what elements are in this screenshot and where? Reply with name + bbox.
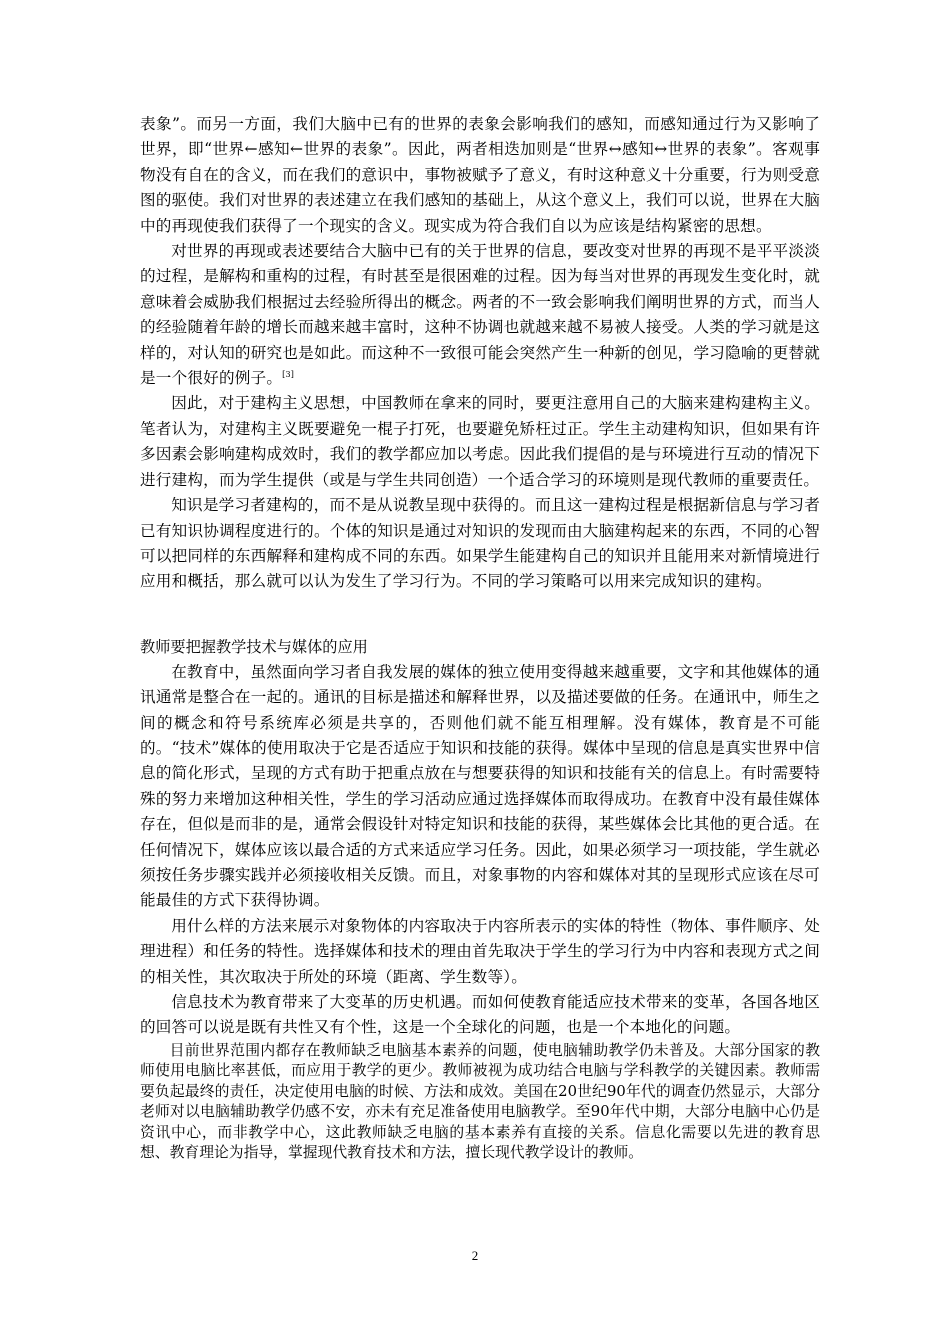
paragraph-2-text: 对世界的再现或表述要结合大脑中已有的关于世界的信息，要改变对世界的再现不是平平淡淡的过程，是解构和重构的过程，有时甚至是很困难的过程。因为每当对世界的再现发生变化时，就意味着会威胁我们根据过去经验所得出的概念。两者的不一致会影响我们阐明世界的方式，而当人的经验随着年龄的增长而越来越丰富时，这种不协调也就越来越不易被人接受。人类的学习就是这样的，对认知的研究也是如此。而这种不一致很可能会突然产生一种新的创见，学习隐喻的更替就是一个很好的例子。: [140, 242, 820, 388]
paragraph-6: 用什么样的方法来展示对象物体的内容取决于内容所表示的实体的特性（物体、事件顺序、处理进程）和任务的特性。选择媒体和技术的理由首先取决于学生的学习行为中内容和表现方式之间的相关性，其次取决于所处的环境（距离、学生数等）。: [140, 916, 820, 986]
paragraph-3: 因此，对于建构主义思想，中国教师在拿来的同时，要更注意用自己的大脑来建构建构主义。笔者认为，对建构主义既要避免一棍子打死，也要避免矫枉过正。学生主动建构知识，但如果有许多因素会影响建构成效时，我们的教学都应加以考虑。因此我们提倡的是与环境进行互动的情况下进行建构，而为学生提供（或是与学生共同创造）一个适合学习的环境则是现代教师的重要责任。: [140, 394, 820, 489]
page-number: 2: [471, 1248, 479, 1263]
paragraph-2: [140, 239, 820, 391]
document-body: [140, 112, 820, 1164]
citation-ref: [3]: [282, 370, 295, 380]
paragraph-8: 目前世界范围内都存在教师缺乏电脑基本素养的问题，使电脑辅助教学仍未普及。大部分国家的教师使用电脑比率甚低，而应用于教学的更少。教师被视为成功结合电脑与学科教学的关键因素。教师需要负起最终的责任，决定使用电脑的时候、方法和成效。美国在20世纪90年代的调查仍然显示，大部分老师对以电脑辅助教学仍感不安，亦未有充足准备使用电脑教学。至90年代中期，大部分电脑中心仍是资讯中心，而非教学中心，这此教师缺乏电脑的基本素养有直接的关系。信息化需要以先进的教育思想、教育理论为指导，掌握现代教育技术和方法，擅长现代教学设计的教师。: [140, 1041, 820, 1162]
paragraph-1: 表象”。而另一方面，我们大脑中已有的世界的表象会影响我们的感知，而感知通过行为又影响了世界，即“世界←感知←世界的表象”。因此，两者相迭加则是“世界↔感知↔世界的表象”。客观事物没有自在的含义，而在我们的意识中，事物被赋予了意义，有时这种意义十分重要，行为则受意图的驱使。我们对世界的表述建立在我们感知的基础上，从这个意义上，我们可以说，世界在大脑中的再现使我们获得了一个现实的含义。现实成为符合我们自以为应该是结构紧密的思想。: [140, 115, 820, 235]
paragraph-7: 信息技术为教育带来了大变革的历史机遇。而如何使教育能适应技术带来的变革，各国各地区的回答可以说是既有共性又有个性，这是一个全球化的问题，也是一个本地化的问题。: [140, 993, 820, 1037]
paragraph-4: 知识是学习者建构的，而不是从说教呈现中获得的。而且这一建构过程是根据新信息与学习者已有知识协调程度进行的。个体的知识是通过对知识的发现而由大脑建构起来的东西，不同的心智可以把同样的东西解释和建构成不同的东西。如果学生能建构自己的知识并且能用来对新情境进行应用和概括，那么就可以认为发生了学习行为。不同的学习策略可以用来完成知识的建构。: [140, 496, 820, 591]
section-heading: 教师要把握教学技术与媒体的应用: [140, 637, 368, 656]
paragraph-5: 在教育中，虽然面向学习者自我发展的媒体的独立使用变得越来越重要，文字和其他媒体的通讯通常是整合在一起的。通讯的目标是描述和解释世界，以及描述要做的任务。在通讯中，师生之间的概念和符号系统库必须是共享的，否则他们就不能互相理解。没有媒体，教育是不可能的。“技术”媒体的使用取决于它是否适应于知识和技能的获得。媒体中呈现的信息是真实世界中信息的简化形式，呈现的方式有助于把重点放在与想要获得的知识和技能有关的信息上。有时需要特殊的努力来增加这种相关性，学生的学习活动应通过选择媒体而取得成功。在教育中没有最佳媒体存在，但似是而非的是，通常会假设针对特定知识和技能的获得，某些媒体会比其他的更合适。在任何情况下，媒体应该以最合适的方式来适应学习任务。因此，如果必须学习一项技能，学生就必须按任务步骤实践并必须接收相关反馈。而且，对象事物的内容和媒体对其的呈现形式应该在尽可能最佳的方式下获得协调。: [140, 662, 820, 910]
